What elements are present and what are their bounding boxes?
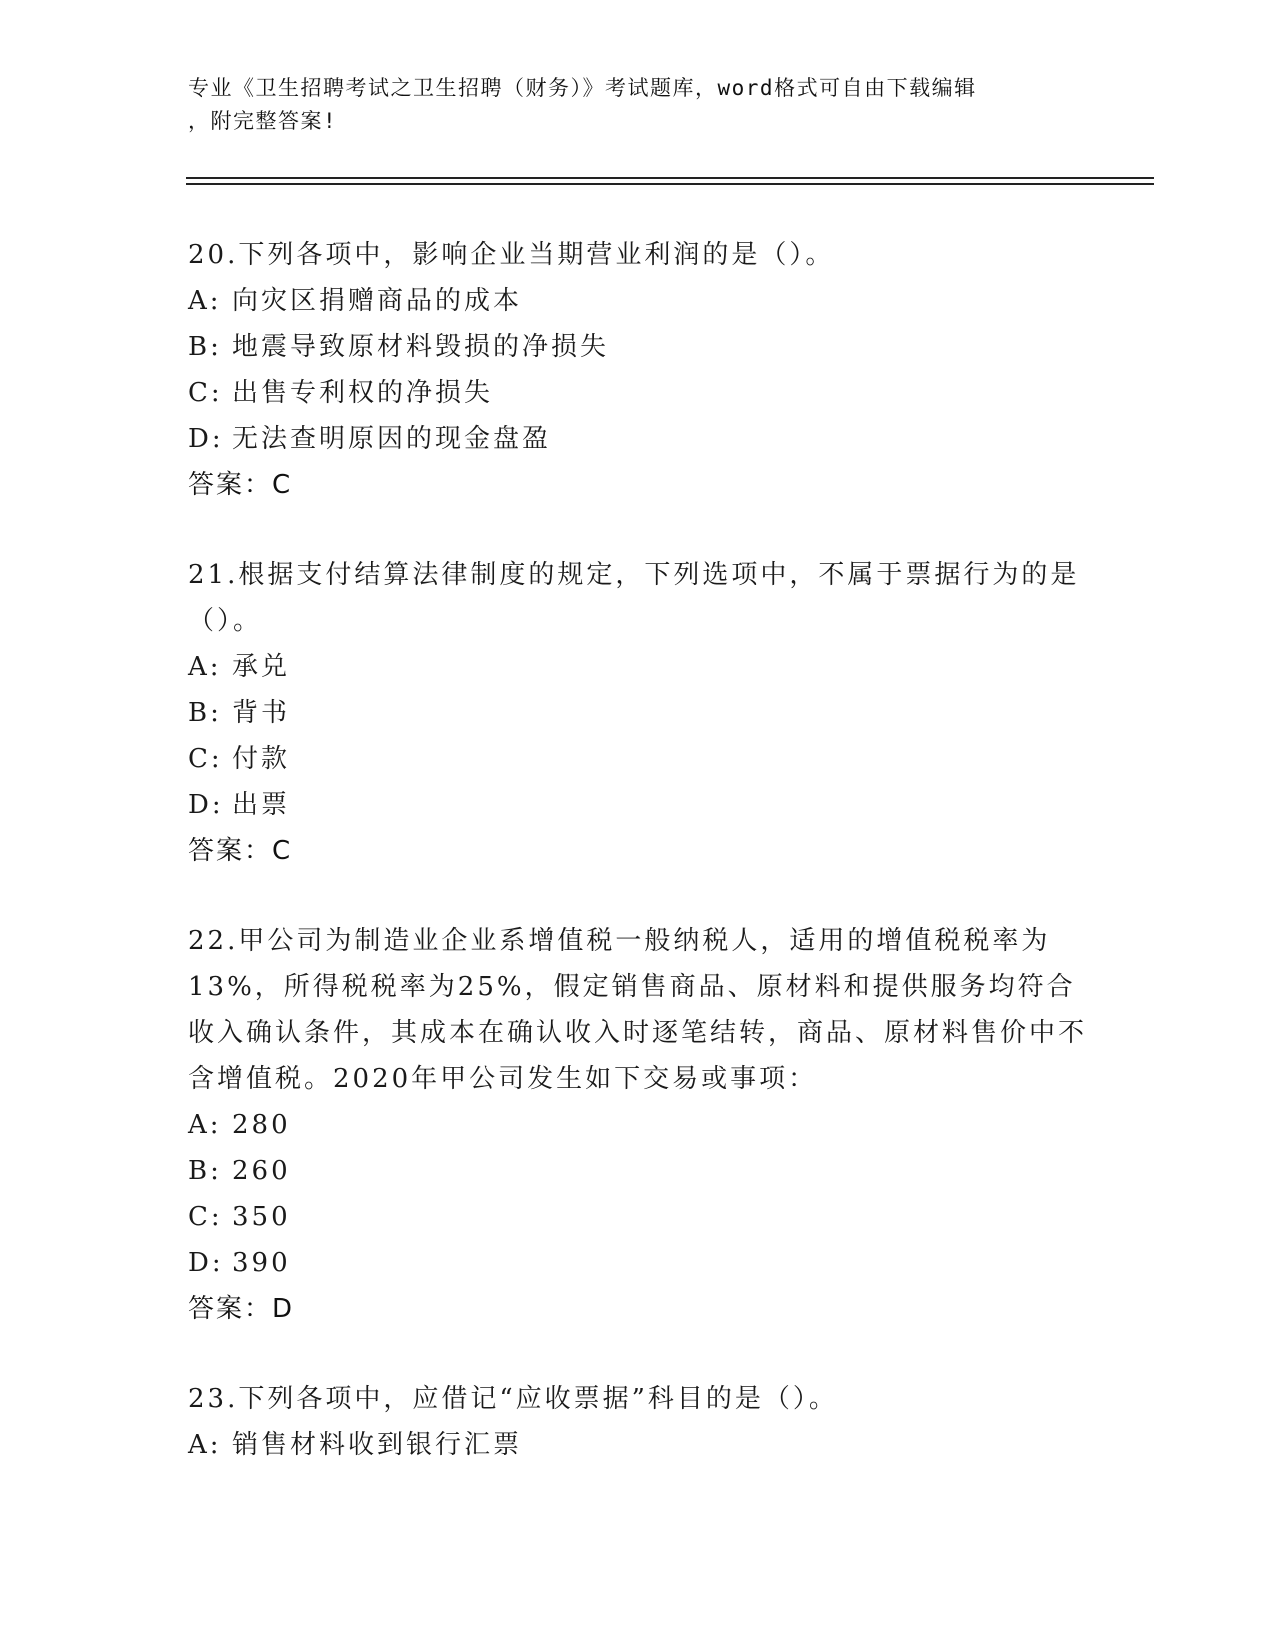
header-divider-bottom <box>186 183 1154 185</box>
option-c <box>188 736 1088 782</box>
question-stem: 23.下列各项中，应借记“应收票据”科目的是（）。 <box>188 1384 838 1414</box>
option-text: 地震导致原材料毁损的净损失 <box>232 332 610 362</box>
question-stem: 20.下列各项中，影响企业当期营业利润的是（）。 <box>188 240 835 270</box>
question-stem: 22.甲公司为制造业企业系增值税一般纳税人，适用的增值税税率为13%，所得税税率为25%，假定销售商品、原材料和提供服务均符合收入确认条件，其成本在确认收入时逐笔结转，商品、原材料售价中不含增值税。2020年甲公司发生如下交易或事项： <box>188 926 1088 1094</box>
option-text: 销售材料收到银行汇票 <box>232 1430 523 1460</box>
option-d <box>188 1240 1088 1286</box>
option-letter: C: <box>188 1202 223 1232</box>
option-letter: C: <box>188 744 223 774</box>
option-letter: D: <box>188 424 224 454</box>
answer-line <box>188 1286 1088 1332</box>
option-text: 390 <box>232 1248 291 1278</box>
answer-value: C <box>272 470 293 500</box>
answer-value: D <box>272 1294 295 1324</box>
option-letter: C: <box>188 378 223 408</box>
answer-line <box>188 462 1088 508</box>
option-letter: A: <box>188 1430 222 1460</box>
option-text: 出售专利权的净损失 <box>232 378 494 408</box>
option-text: 承兑 <box>232 652 291 682</box>
answer-line <box>188 828 1088 874</box>
answer-label: 答案： <box>188 470 273 500</box>
option-b <box>188 690 1088 736</box>
option-b <box>188 324 1088 370</box>
option-letter: A: <box>188 1110 222 1140</box>
header-divider-top <box>186 177 1154 179</box>
question-stem: 21.根据支付结算法律制度的规定，下列选项中，不属于票据行为的是（）。 <box>188 560 1080 636</box>
option-text: 280 <box>232 1110 291 1140</box>
option-a <box>188 644 1088 690</box>
answer-label: 答案： <box>188 1294 273 1324</box>
question-23 <box>188 1376 1088 1468</box>
option-letter: B: <box>188 332 222 362</box>
option-c <box>188 1194 1088 1240</box>
option-text: 350 <box>232 1202 291 1232</box>
option-text: 付款 <box>232 744 291 774</box>
question-20 <box>188 232 1088 508</box>
answer-value: C <box>272 836 293 866</box>
question-list <box>188 232 1088 1512</box>
option-text: 向灾区捐赠商品的成本 <box>232 286 523 316</box>
option-letter: A: <box>188 652 222 682</box>
document-header <box>188 72 1078 138</box>
option-text: 出票 <box>232 790 291 820</box>
option-text: 背书 <box>232 698 291 728</box>
option-a <box>188 1102 1088 1148</box>
option-a <box>188 1422 1088 1468</box>
question-22 <box>188 918 1088 1332</box>
answer-label: 答案： <box>188 836 273 866</box>
header-line-1: 专业《卫生招聘考试之卫生招聘（财务）》考试题库，word格式可自由下载编辑 <box>188 76 977 100</box>
option-letter: A: <box>188 286 222 316</box>
question-21 <box>188 552 1088 874</box>
option-text: 260 <box>232 1156 291 1186</box>
option-a <box>188 278 1088 324</box>
header-line-2: ，附完整答案! <box>188 109 338 133</box>
option-letter: D: <box>188 790 224 820</box>
option-d <box>188 782 1088 828</box>
option-c <box>188 370 1088 416</box>
option-letter: B: <box>188 1156 222 1186</box>
option-letter: B: <box>188 698 222 728</box>
option-text: 无法查明原因的现金盘盈 <box>232 424 552 454</box>
option-b <box>188 1148 1088 1194</box>
option-d <box>188 416 1088 462</box>
option-letter: D: <box>188 1248 224 1278</box>
